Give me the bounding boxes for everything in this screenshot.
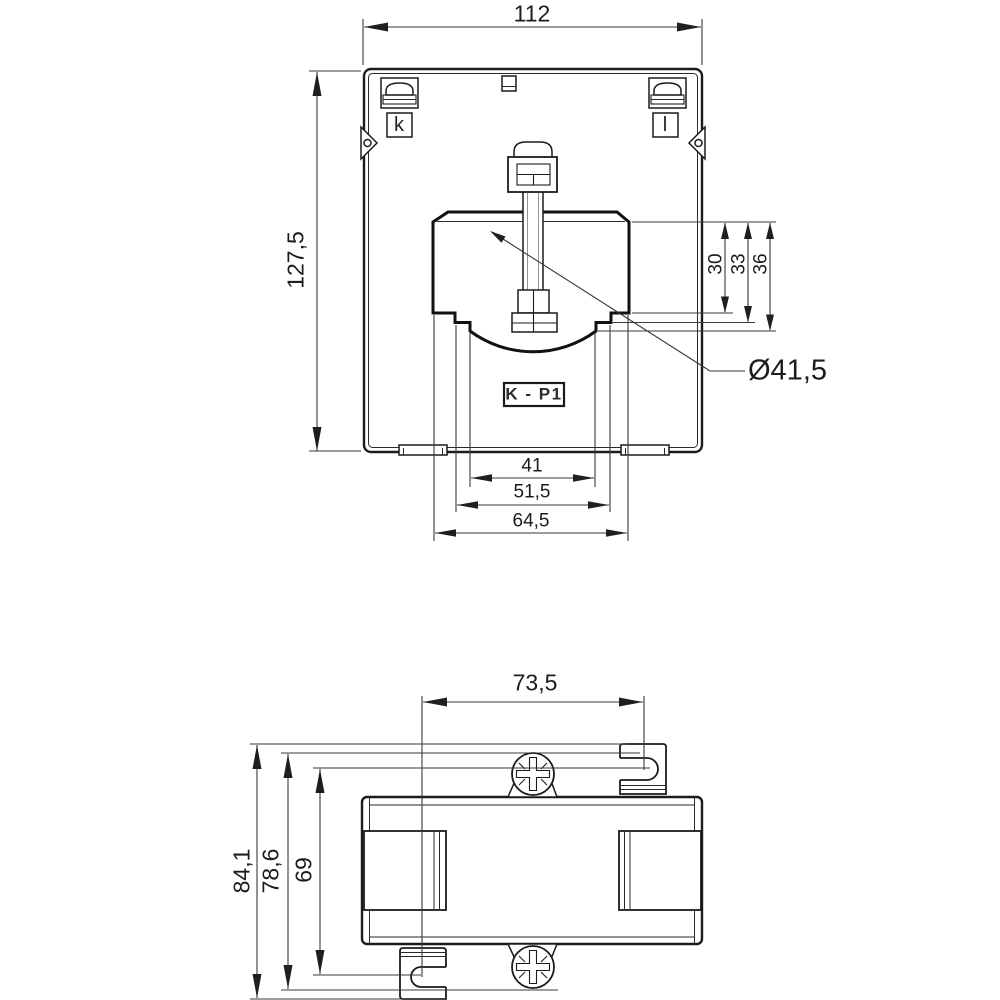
winding-block-right bbox=[619, 831, 701, 910]
dim-69-label: 69 bbox=[290, 857, 317, 883]
bottom-tab-left bbox=[399, 445, 447, 455]
dim-73-5-label: 73,5 bbox=[512, 669, 558, 696]
phillips-screw-icon-bottom bbox=[508, 944, 557, 988]
dim-84-1-label: 84,1 bbox=[228, 848, 255, 894]
top-clip-slot bbox=[502, 76, 516, 91]
terminal-l-label: l bbox=[662, 114, 668, 136]
hole-diameter-label: Ø41,5 bbox=[748, 354, 827, 387]
din-rail-hook-bottom bbox=[400, 948, 446, 999]
orientation-marking-label: K - P1 bbox=[505, 384, 563, 404]
dim-51-5-label: 51,5 bbox=[513, 481, 551, 503]
dim-30-label: 30 bbox=[705, 253, 727, 275]
dim-78-6-label: 78,6 bbox=[257, 848, 284, 894]
dim-41-label: 41 bbox=[521, 455, 543, 477]
terminal-k-label: k bbox=[394, 114, 404, 136]
winding-block-left bbox=[364, 831, 446, 910]
dim-33-label: 33 bbox=[728, 253, 750, 275]
dim-127-5-lines bbox=[309, 71, 361, 451]
dim-112-label: 112 bbox=[513, 0, 551, 27]
phillips-screw-icon-top bbox=[508, 753, 557, 797]
dim-36-label: 36 bbox=[750, 253, 772, 275]
bottom-view bbox=[250, 696, 702, 999]
dim-64-5-label: 64,5 bbox=[512, 510, 550, 532]
din-rail-hook-top bbox=[620, 744, 666, 794]
dim-127-5-label: 127,5 bbox=[282, 231, 309, 289]
